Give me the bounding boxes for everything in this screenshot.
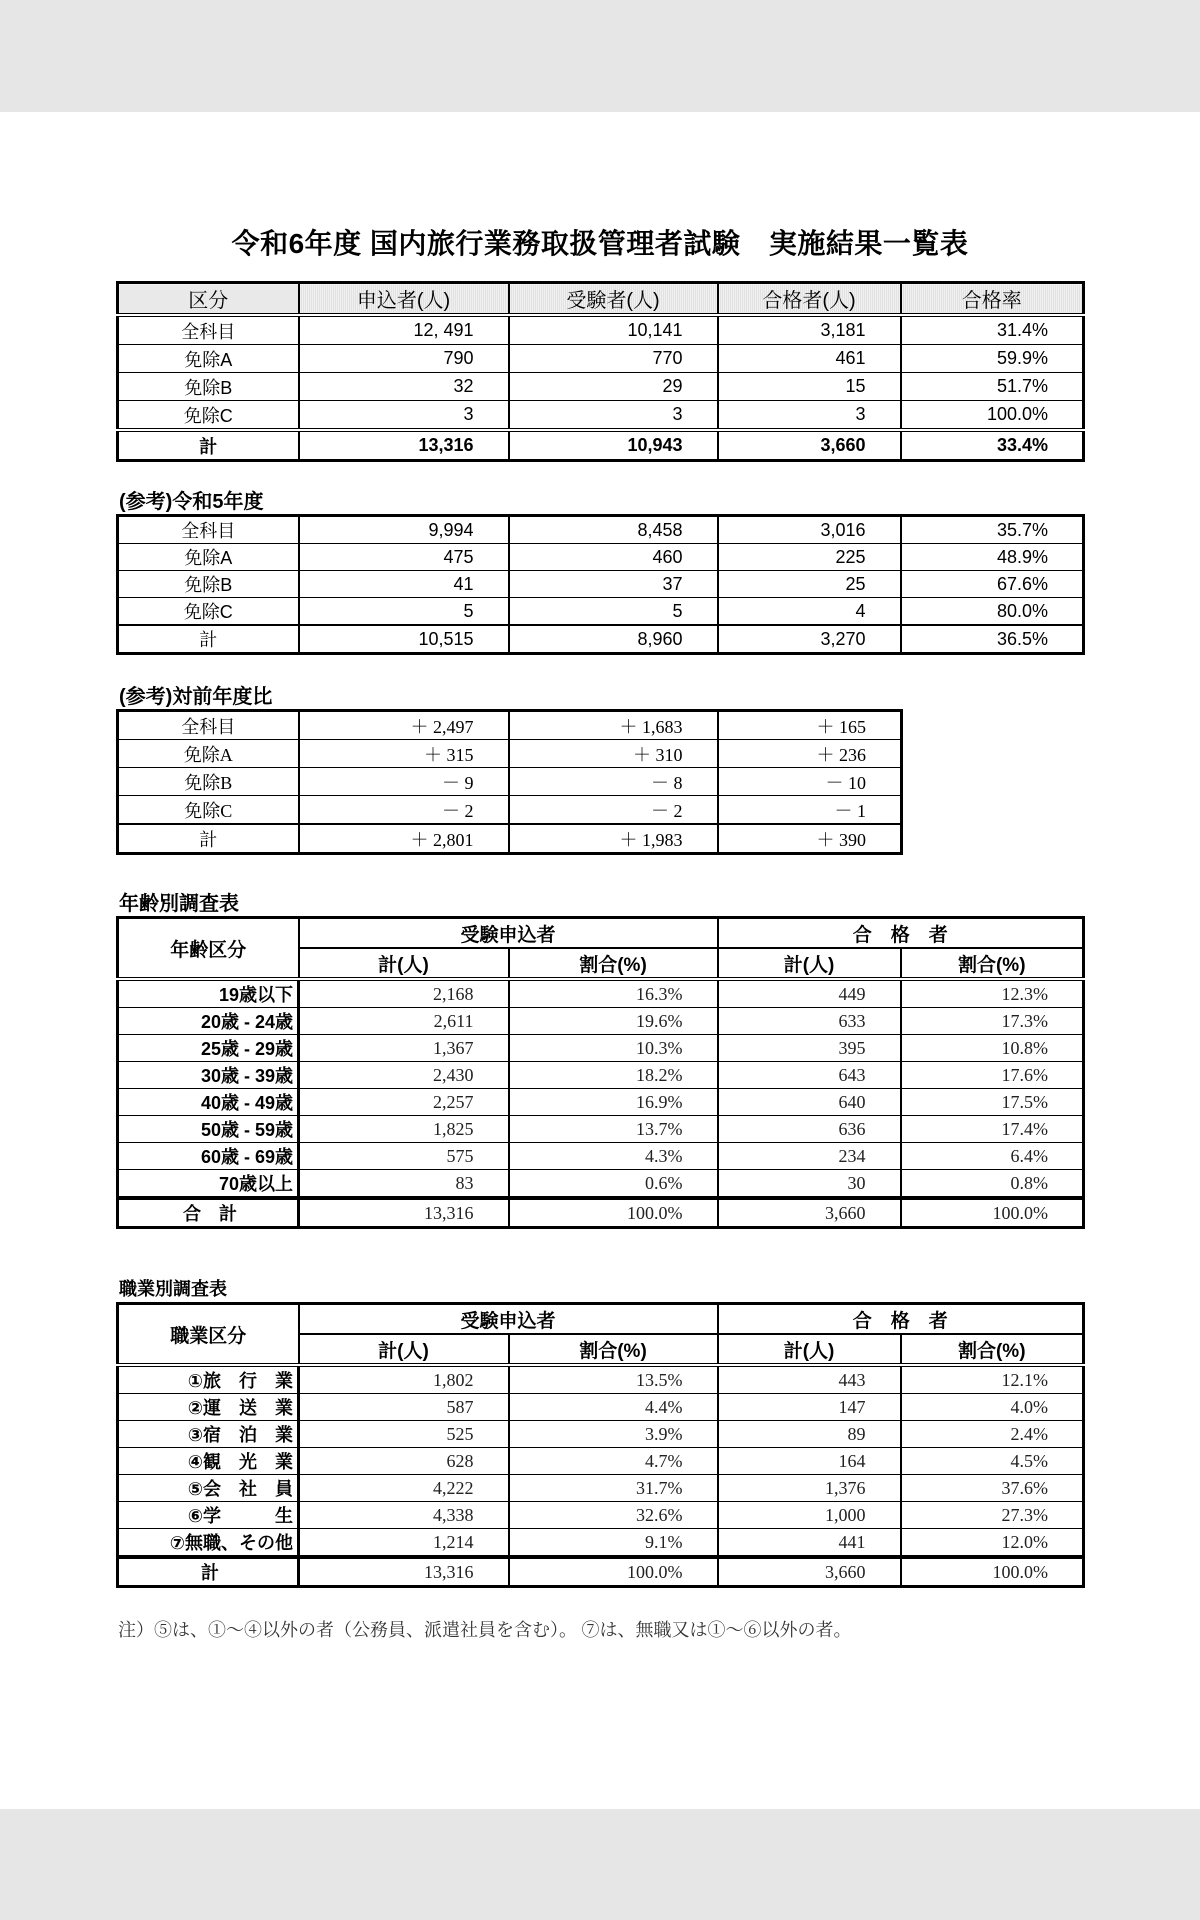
table-row [118, 1062, 1084, 1089]
passed-count-cell: 164 [718, 1448, 901, 1475]
row-label: 免除C [118, 796, 299, 825]
table-row [118, 768, 902, 796]
table-row [118, 544, 1084, 571]
passed-ratio-cell: 27.3% [901, 1502, 1084, 1529]
applicants-count-cell: 628 [299, 1448, 509, 1475]
applicants-ratio-cell: 100.0% [509, 1557, 718, 1587]
total-row [118, 625, 1084, 654]
passed-cell: 225 [718, 544, 901, 571]
table-row [118, 740, 902, 768]
examinees-cell: 29 [509, 373, 718, 401]
applicants-cell: 790 [299, 345, 509, 373]
applicants-diff-cell: ＋ 2,497 [299, 711, 509, 740]
age-table [116, 916, 1085, 1229]
passed-ratio-cell: 0.8% [901, 1170, 1084, 1199]
row-label: 計 [118, 1557, 299, 1587]
pass-rate-cell: 35.7% [901, 516, 1084, 544]
row-label: ④観 光 業 [118, 1448, 299, 1475]
applicants-ratio-cell: 31.7% [509, 1475, 718, 1502]
table-row [118, 345, 1084, 373]
table-row [118, 979, 1084, 1008]
examinees-diff-cell: ＋ 1,983 [509, 824, 718, 854]
row-label: 免除A [118, 544, 299, 571]
row-label: 計 [118, 824, 299, 854]
table-row [118, 1421, 1084, 1448]
applicants-cell: 5 [299, 598, 509, 626]
applicants-ratio-cell: 16.3% [509, 979, 718, 1008]
results-r6-table [116, 281, 1085, 462]
passed-ratio-cell: 12.1% [901, 1365, 1084, 1394]
row-label: 全科目 [118, 516, 299, 544]
table-row [118, 1170, 1084, 1199]
applicants-count-cell: 13,316 [299, 1557, 509, 1587]
passed-ratio-cell: 2.4% [901, 1421, 1084, 1448]
section-label-r5: (参考)令和5年度 [119, 491, 264, 513]
table-row [118, 1448, 1084, 1475]
passed-count-cell: 640 [718, 1089, 901, 1116]
table-row [118, 1394, 1084, 1421]
table-row [118, 373, 1084, 401]
passed-ratio-cell: 17.5% [901, 1089, 1084, 1116]
comparison-table [116, 709, 903, 855]
passed-diff-cell: ＋ 390 [718, 824, 902, 854]
passed-cell: 3,016 [718, 516, 901, 544]
applicants-cell: 3 [299, 401, 509, 431]
passed-ratio-cell: 6.4% [901, 1143, 1084, 1170]
applicants-count-cell: 4,222 [299, 1475, 509, 1502]
applicants-ratio-cell: 10.3% [509, 1035, 718, 1062]
row-label: 25歳 - 29歳 [118, 1035, 299, 1062]
applicants-count-cell: 13,316 [299, 1198, 509, 1228]
applicants-ratio-cell: 19.6% [509, 1008, 718, 1035]
passed-diff-cell: － 1 [718, 796, 902, 825]
passed-diff-cell: ＋ 165 [718, 711, 902, 740]
column-header: 区分 [118, 283, 299, 316]
table-row [118, 516, 1084, 544]
pass-rate-cell: 48.9% [901, 544, 1084, 571]
table-row [118, 1089, 1084, 1116]
applicants-count-cell: 587 [299, 1394, 509, 1421]
sub-header-count: 計(人) [299, 1334, 509, 1365]
passed-count-cell: 449 [718, 979, 901, 1008]
passed-cell: 4 [718, 598, 901, 626]
pass-rate-cell: 36.5% [901, 625, 1084, 654]
applicants-ratio-cell: 3.9% [509, 1421, 718, 1448]
examinees-cell: 770 [509, 345, 718, 373]
applicants-count-cell: 575 [299, 1143, 509, 1170]
row-header: 職業区分 [118, 1304, 299, 1366]
passed-count-cell: 1,376 [718, 1475, 901, 1502]
table-row [118, 598, 1084, 626]
column-header: 受験者(人) [509, 283, 718, 316]
applicants-count-cell: 1,214 [299, 1529, 509, 1558]
row-label: 全科目 [118, 315, 299, 345]
pass-rate-cell: 59.9% [901, 345, 1084, 373]
passed-ratio-cell: 4.0% [901, 1394, 1084, 1421]
sub-header-count: 計(人) [299, 948, 509, 979]
examinees-diff-cell: ＋ 310 [509, 740, 718, 768]
applicants-ratio-cell: 16.9% [509, 1089, 718, 1116]
row-label: ②運 送 業 [118, 1394, 299, 1421]
passed-ratio-cell: 37.6% [901, 1475, 1084, 1502]
passed-ratio-cell: 12.0% [901, 1529, 1084, 1558]
page-title: 令和6年度 国内旅行業務取扱管理者試験 実施結果一覧表 [231, 228, 969, 259]
row-label: 60歳 - 69歳 [118, 1143, 299, 1170]
passed-ratio-cell: 12.3% [901, 979, 1084, 1008]
group-header-applicants: 受験申込者 [299, 918, 718, 949]
row-label: 免除A [118, 740, 299, 768]
passed-count-cell: 441 [718, 1529, 901, 1558]
passed-cell: 15 [718, 373, 901, 401]
applicants-count-cell: 1,825 [299, 1116, 509, 1143]
sub-header-ratio: 割合(%) [901, 1334, 1084, 1365]
group-header-applicants: 受験申込者 [299, 1304, 718, 1335]
row-label: 計 [118, 625, 299, 654]
table-row [118, 1365, 1084, 1394]
passed-count-cell: 3,660 [718, 1557, 901, 1587]
row-label: 全科目 [118, 711, 299, 740]
applicants-diff-cell: － 9 [299, 768, 509, 796]
passed-count-cell: 643 [718, 1062, 901, 1089]
top-gray-band [0, 0, 1200, 112]
table-row [118, 1008, 1084, 1035]
row-label: 免除C [118, 401, 299, 431]
passed-count-cell: 147 [718, 1394, 901, 1421]
row-label: ⑤会 社 員 [118, 1475, 299, 1502]
applicants-diff-cell: － 2 [299, 796, 509, 825]
applicants-count-cell: 2,168 [299, 979, 509, 1008]
applicants-count-cell: 4,338 [299, 1502, 509, 1529]
applicants-ratio-cell: 9.1% [509, 1529, 718, 1558]
section-label-comparison: (参考)対前年度比 [119, 686, 273, 708]
passed-count-cell: 89 [718, 1421, 901, 1448]
row-label: ⑦無職、その他 [118, 1529, 299, 1558]
row-label: 免除B [118, 768, 299, 796]
pass-rate-cell: 67.6% [901, 571, 1084, 598]
passed-cell: 3 [718, 401, 901, 431]
total-row [118, 824, 902, 854]
row-label: 免除B [118, 571, 299, 598]
row-label: 70歳以上 [118, 1170, 299, 1199]
examinees-cell: 10,943 [509, 430, 718, 461]
table-group-header-row [118, 1304, 1084, 1335]
applicants-count-cell: 2,430 [299, 1062, 509, 1089]
pass-rate-cell: 33.4% [901, 430, 1084, 461]
applicants-count-cell: 2,257 [299, 1089, 509, 1116]
applicants-cell: 32 [299, 373, 509, 401]
passed-diff-cell: ＋ 236 [718, 740, 902, 768]
pass-rate-cell: 31.4% [901, 315, 1084, 345]
examinees-cell: 10,141 [509, 315, 718, 345]
row-label: 免除B [118, 373, 299, 401]
examinees-diff-cell: － 2 [509, 796, 718, 825]
examinees-diff-cell: － 8 [509, 768, 718, 796]
row-label: 20歳 - 24歳 [118, 1008, 299, 1035]
row-label: 40歳 - 49歳 [118, 1089, 299, 1116]
passed-ratio-cell: 100.0% [901, 1198, 1084, 1228]
bottom-gray-band [0, 1809, 1200, 1920]
column-header: 合格率 [901, 283, 1084, 316]
row-label: ①旅 行 業 [118, 1365, 299, 1394]
sub-header-count: 計(人) [718, 948, 901, 979]
table-group-header-row [118, 918, 1084, 949]
pass-rate-cell: 80.0% [901, 598, 1084, 626]
examinees-cell: 37 [509, 571, 718, 598]
applicants-count-cell: 83 [299, 1170, 509, 1199]
passed-count-cell: 30 [718, 1170, 901, 1199]
table-row [118, 1502, 1084, 1529]
passed-ratio-cell: 10.8% [901, 1035, 1084, 1062]
table-row [118, 571, 1084, 598]
row-header: 年齢区分 [118, 918, 299, 980]
applicants-cell: 475 [299, 544, 509, 571]
table-row [118, 401, 1084, 431]
table-row [118, 315, 1084, 345]
passed-ratio-cell: 100.0% [901, 1557, 1084, 1587]
passed-ratio-cell: 17.6% [901, 1062, 1084, 1089]
table-row [118, 1143, 1084, 1170]
passed-count-cell: 234 [718, 1143, 901, 1170]
sub-header-ratio: 割合(%) [509, 948, 718, 979]
sub-header-count: 計(人) [718, 1334, 901, 1365]
table-row [118, 1035, 1084, 1062]
pass-rate-cell: 51.7% [901, 373, 1084, 401]
applicants-count-cell: 525 [299, 1421, 509, 1448]
applicants-cell: 13,316 [299, 430, 509, 461]
section-label-occupation: 職業別調査表 [119, 1279, 227, 1299]
section-label-age: 年齢別調査表 [119, 893, 239, 915]
passed-cell: 25 [718, 571, 901, 598]
row-label: 免除A [118, 345, 299, 373]
passed-cell: 3,181 [718, 315, 901, 345]
examinees-diff-cell: ＋ 1,683 [509, 711, 718, 740]
passed-ratio-cell: 17.3% [901, 1008, 1084, 1035]
passed-ratio-cell: 4.5% [901, 1448, 1084, 1475]
row-label: 計 [118, 430, 299, 461]
applicants-cell: 41 [299, 571, 509, 598]
applicants-count-cell: 1,802 [299, 1365, 509, 1394]
column-header: 合格者(人) [718, 283, 901, 316]
passed-diff-cell: － 10 [718, 768, 902, 796]
group-header-passed: 合 格 者 [718, 1304, 1084, 1335]
total-row [118, 1198, 1084, 1228]
row-label: ⑥学 生 [118, 1502, 299, 1529]
applicants-ratio-cell: 13.7% [509, 1116, 718, 1143]
table-row [118, 1116, 1084, 1143]
passed-count-cell: 636 [718, 1116, 901, 1143]
examinees-cell: 3 [509, 401, 718, 431]
pass-rate-cell: 100.0% [901, 401, 1084, 431]
applicants-ratio-cell: 18.2% [509, 1062, 718, 1089]
examinees-cell: 5 [509, 598, 718, 626]
applicants-ratio-cell: 4.4% [509, 1394, 718, 1421]
applicants-count-cell: 1,367 [299, 1035, 509, 1062]
footnote: 注）⑤は、①～④以外の者（公務員、派遣社員を含む）。 ⑦は、無職又は①～⑥以外の者。 [118, 1620, 852, 1640]
applicants-cell: 9,994 [299, 516, 509, 544]
passed-count-cell: 443 [718, 1365, 901, 1394]
row-label: 30歳 - 39歳 [118, 1062, 299, 1089]
passed-cell: 3,270 [718, 625, 901, 654]
table-row [118, 1529, 1084, 1558]
applicants-ratio-cell: 4.7% [509, 1448, 718, 1475]
passed-ratio-cell: 17.4% [901, 1116, 1084, 1143]
examinees-cell: 8,458 [509, 516, 718, 544]
applicants-ratio-cell: 4.3% [509, 1143, 718, 1170]
passed-cell: 3,660 [718, 430, 901, 461]
applicants-ratio-cell: 0.6% [509, 1170, 718, 1199]
results-r5-table [116, 514, 1085, 655]
table-header-row [118, 283, 1084, 316]
row-label: 合 計 [118, 1198, 299, 1228]
row-label: 50歳 - 59歳 [118, 1116, 299, 1143]
group-header-passed: 合 格 者 [718, 918, 1084, 949]
passed-count-cell: 395 [718, 1035, 901, 1062]
total-row [118, 1557, 1084, 1587]
examinees-cell: 460 [509, 544, 718, 571]
applicants-diff-cell: ＋ 2,801 [299, 824, 509, 854]
column-header: 申込者(人) [299, 283, 509, 316]
table-row [118, 796, 902, 825]
total-row [118, 430, 1084, 461]
applicants-cell: 12, 491 [299, 315, 509, 345]
row-label: 免除C [118, 598, 299, 626]
row-label: 19歳以下 [118, 979, 299, 1008]
applicants-cell: 10,515 [299, 625, 509, 654]
passed-cell: 461 [718, 345, 901, 373]
passed-count-cell: 1,000 [718, 1502, 901, 1529]
table-row [118, 1475, 1084, 1502]
sub-header-ratio: 割合(%) [509, 1334, 718, 1365]
applicants-ratio-cell: 13.5% [509, 1365, 718, 1394]
applicants-ratio-cell: 100.0% [509, 1198, 718, 1228]
row-label: ③宿 泊 業 [118, 1421, 299, 1448]
applicants-ratio-cell: 32.6% [509, 1502, 718, 1529]
occupation-table [116, 1302, 1085, 1588]
table-row [118, 711, 902, 740]
sub-header-ratio: 割合(%) [901, 948, 1084, 979]
passed-count-cell: 633 [718, 1008, 901, 1035]
applicants-diff-cell: ＋ 315 [299, 740, 509, 768]
applicants-count-cell: 2,611 [299, 1008, 509, 1035]
passed-count-cell: 3,660 [718, 1198, 901, 1228]
examinees-cell: 8,960 [509, 625, 718, 654]
